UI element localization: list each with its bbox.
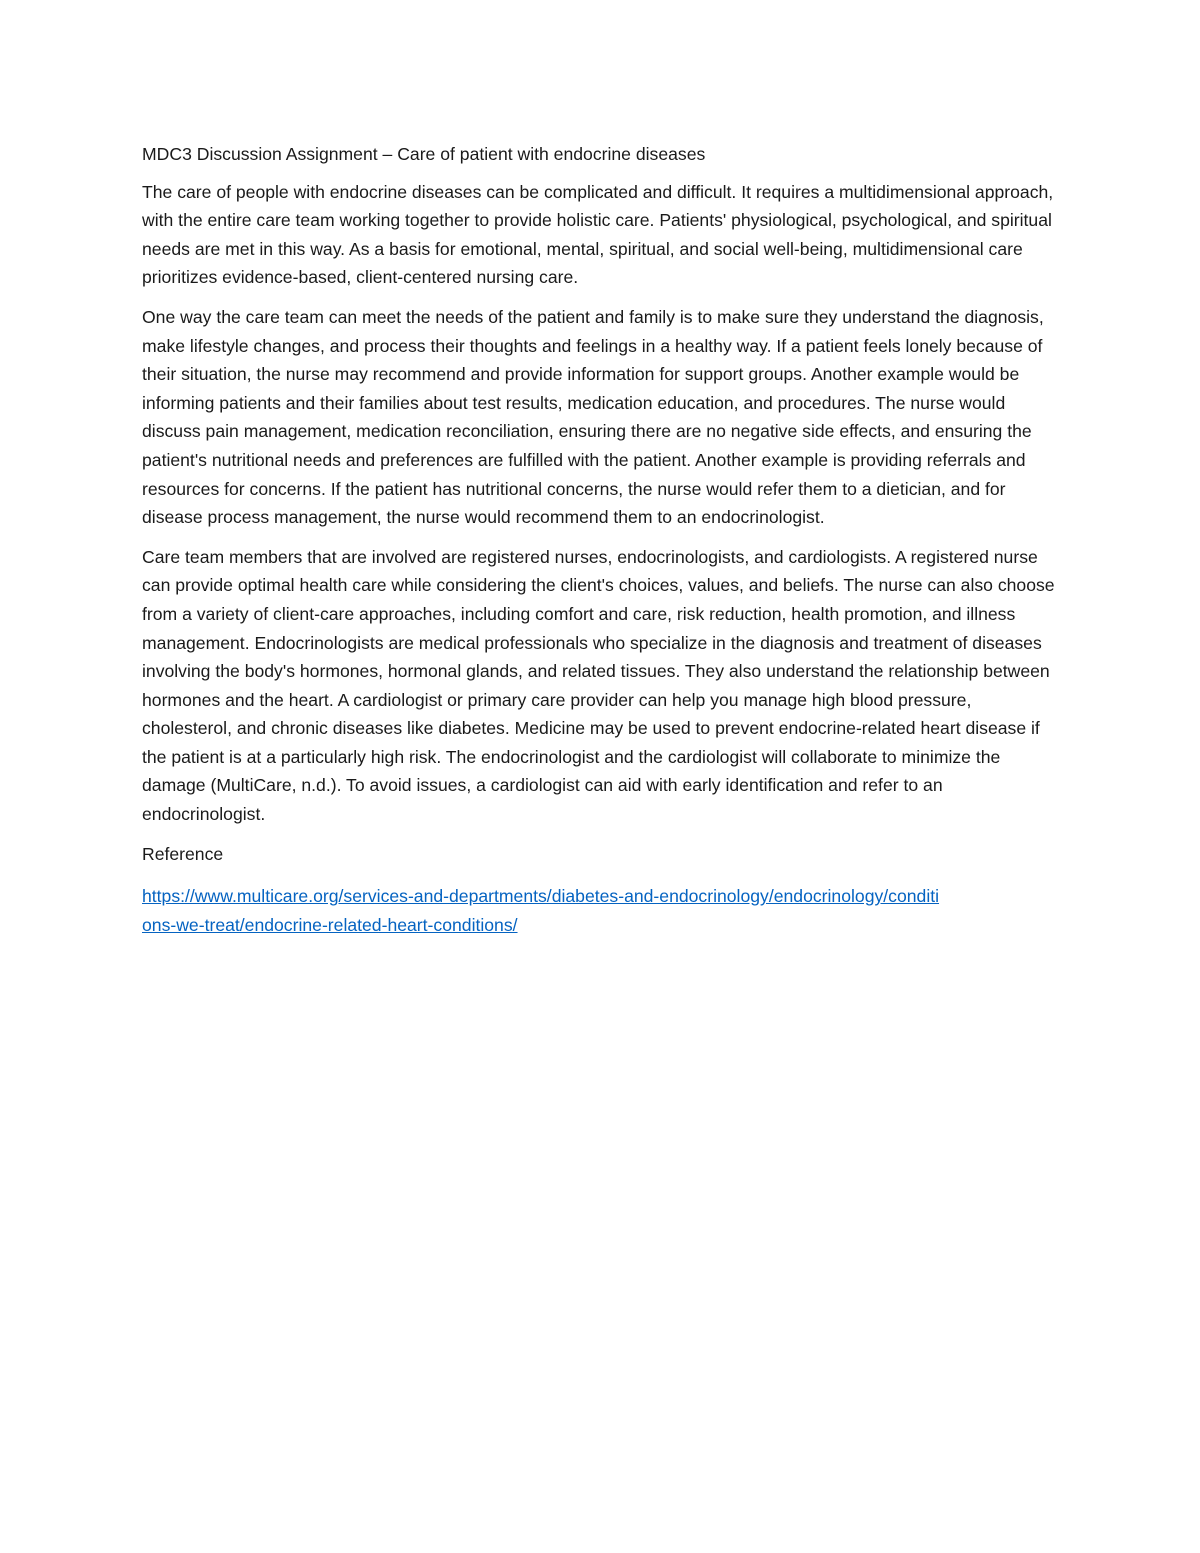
reference-heading: Reference xyxy=(142,843,224,864)
paragraph-care-team-members: Care team members that are involved are registered nurses, endocrinologists, and cardiologists. A registered nurse can provide optimal health care while considering the client's choices, values, and beliefs. The nurse can also choose from a variety of client-care approaches, including comfort and care, risk reduction, health promotion, and illness management. Endocrinologists are medical professionals who specialize in the diagnosis and treatment of diseases involving the body's hormones, hormonal glands, and related tissues. They also understand the relationship between hormones and the heart. A cardiologist or primary care provider can help you manage high blood pressure, cholesterol, and chronic diseases like diabetes. Medicine may be used to prevent endocrine-related heart disease if the patient is at a particularly high risk. The endocrinologist and the cardiologist will collaborate to minimize the damage (MultiCare, n.d.). To avoid issues, a cardiologist can aid with early identification and refer to an endocrinologist. xyxy=(142,546,1055,825)
document-title: MDC3 Discussion Assignment – Care of patient with endocrine diseases xyxy=(142,144,706,164)
reference-link[interactable]: https://www.multicare.org/services-and-departments/diabetes-and-endocrinology/endocrinology/conditions-we-treat/endocrine-related-heart-conditions/ xyxy=(142,886,940,935)
paragraph-intro: The care of people with endocrine diseases can be complicated and difficult. It requires a multidimensional approach, with the entire care team working together to provide holistic care. Patients' physiological, psychological, and spiritual needs are met in this way. As a basis for emotional, mental, spiritual, and social well-being, multidimensional care prioritizes evidence-based, client-centered nursing care. xyxy=(142,181,1054,288)
paragraph-care-team-needs: One way the care team can meet the needs of the patient and family is to make sure they understand the diagnosis, make lifestyle changes, and process their thoughts and feelings in a healthy way. If a patient feels lonely because of their situation, the nurse may recommend and provide information for support groups. Another example would be informing patients and their families about test results, medication education, and procedures. The nurse would discuss pain management, medication reconciliation, ensuring there are no negative side effects, and ensuring the patient's nutritional needs and preferences are fulfilled with the patient. Another example is providing referrals and resources for concerns. If the patient has nutritional concerns, the nurse would refer them to a dietician, and for disease process management, the nurse would recommend them to an endocrinologist. xyxy=(142,306,1044,528)
document-body xyxy=(142,140,1062,939)
